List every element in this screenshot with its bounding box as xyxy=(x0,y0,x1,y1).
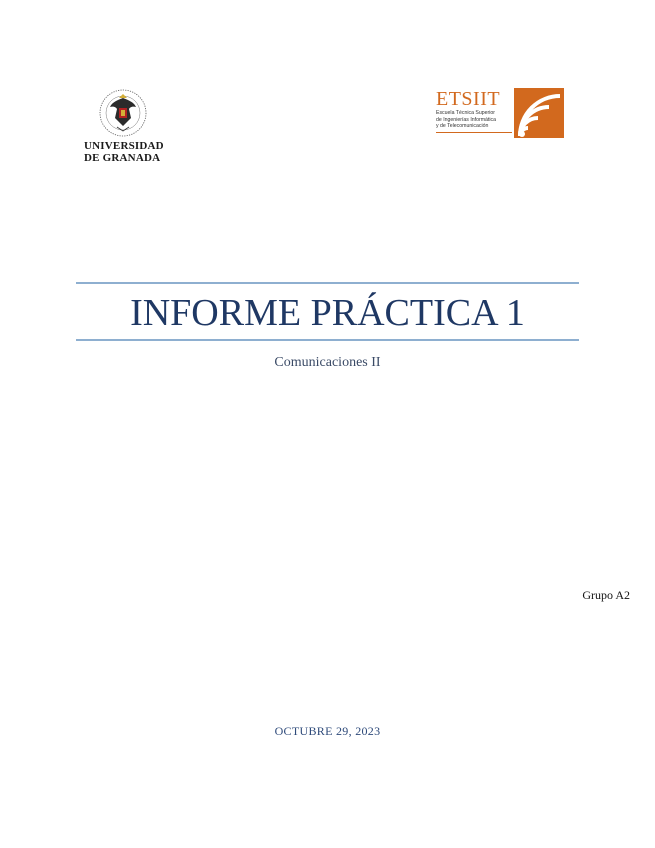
etsiit-title: ETSIIT xyxy=(436,88,501,110)
university-name xyxy=(84,140,164,164)
etsiit-logo xyxy=(434,88,566,138)
university-of-granada-logo xyxy=(84,88,164,164)
etsiit-divider xyxy=(436,132,512,133)
university-seal-icon xyxy=(98,88,148,138)
university-name-line2: DE GRANADA xyxy=(84,152,161,164)
university-name-line1: UNIVERSIDAD xyxy=(84,140,164,152)
group-label: Grupo A2 xyxy=(582,588,630,602)
title-bottom-rule xyxy=(76,339,579,341)
title-top-rule xyxy=(76,282,579,284)
etsiit-subtitle-line1: Escuela Técnica Superior xyxy=(436,110,496,116)
document-title: INFORME PRÁCTICA 1 xyxy=(130,292,525,334)
document-subtitle: Comunicaciones II xyxy=(274,355,381,370)
etsiit-wordmark xyxy=(436,88,514,138)
etsiit-subtitle-line3: y de Telecomunicación xyxy=(436,123,489,130)
signal-waves-icon xyxy=(514,88,564,138)
document-date: OCTUBRE 29, 2023 xyxy=(274,724,381,738)
etsiit-subtitle-line2: de Ingenierías Informática xyxy=(436,116,496,123)
